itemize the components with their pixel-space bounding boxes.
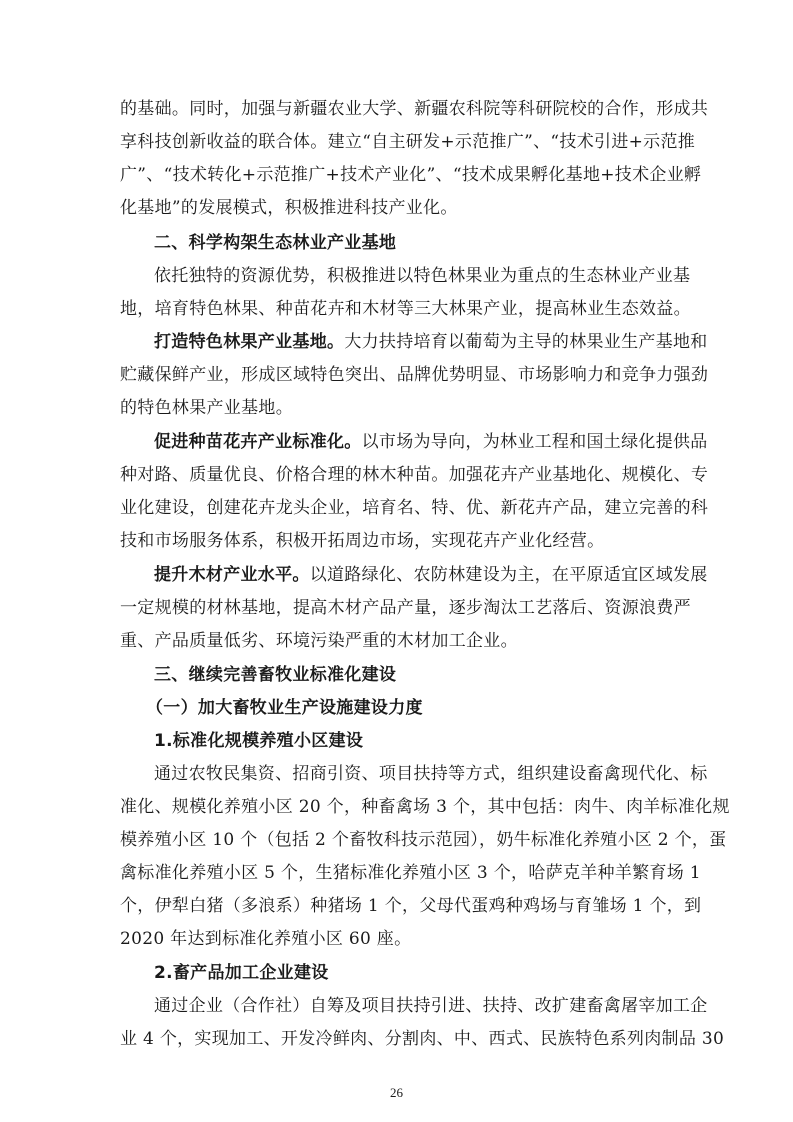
paragraph-line: 化基地”的发展模式，积极推进科技产业化。 (120, 198, 458, 218)
paragraph-line: 禽标准化养殖小区 5 个，生猪标准化养殖小区 3 个，哈萨克羊种羊繁育场 1 (120, 863, 701, 883)
subsubsection-heading: 2.畜产品加工企业建设 (154, 963, 329, 983)
section-heading: 三、继续完善畜牧业标准化建设 (154, 665, 397, 685)
paragraph-line: 模养殖小区 10 个（包括 2 个畜牧科技示范园），奶牛标准化养殖小区 2 个，蛋 (120, 830, 727, 850)
paragraph-line: 准化、规模化养殖小区 20 个，种畜禽场 3 个，其中包括：肉牛、肉羊标准化规 (120, 797, 730, 817)
paragraph-line: 通过农牧民集资、招商引资、项目扶持等方式，组织建设畜禽现代化、标 (154, 764, 708, 784)
paragraph-text: 大力扶持培育以葡萄为主导的林果业生产基地和 (344, 332, 708, 352)
paragraph-line: 的特色林果产业基地。 (120, 398, 293, 418)
subsection-heading: （一）加大畜牧业生产设施建设力度 (146, 698, 423, 718)
paragraph-lead: 打造特色林果产业基地。 (154, 332, 345, 352)
paragraph-line: 业 4 个，实现加工、开发冷鲜肉、分割肉、中、西式、民族特色系列肉制品 30 (120, 1029, 725, 1049)
paragraph-text: 以市场为导向，为林业工程和国土绿化提供品 (361, 432, 708, 452)
paragraph-line: 享科技创新收益的联合体。建立“自主研发+示范推广”、“技术引进+示范推 (120, 132, 696, 152)
paragraph-line: 技和市场服务体系，积极开拓周边市场，实现花卉产业化经营。 (120, 531, 605, 551)
paragraph-line: 贮藏保鲜产业，形成区域特色突出、品牌优势明显、市场影响力和竞争力强劲 (120, 365, 709, 385)
paragraph-lead: 促进种苗花卉产业标准化。 (154, 432, 362, 452)
section-heading: 二、科学构架生态林业产业基地 (154, 233, 397, 253)
page-number: 26 (390, 1085, 403, 1100)
paragraph-line: 依托独特的资源优势，积极推进以特色林果业为重点的生态林业产业基 (154, 266, 691, 286)
subsubsection-heading: 1.标准化规模养殖小区建设 (154, 731, 364, 751)
paragraph-line: 2020 年达到标准化养殖小区 60 座。 (120, 929, 412, 949)
paragraph-text: 以道路绿化、农防林建设为主，在平原适宜区域发展 (309, 565, 708, 585)
paragraph-line: 地，培育特色林果、种苗花卉和木材等三大林果产业，提高林业生态效益。 (120, 299, 691, 319)
paragraph-line: 的基础。同时，加强与新疆农业大学、新疆农科院等科研院校的合作，形成共 (120, 99, 709, 119)
paragraph-first-line (154, 564, 708, 586)
paragraph-line: 种对路、质量优良、价格合理的林木种苗。加强花卉产业基地化、规模化、专 (120, 465, 709, 485)
paragraph-line: 一定规模的材林基地，提高木材产品产量，逐步淘汰工艺落后、资源浪费严 (120, 598, 691, 618)
paragraph-first-line (154, 331, 708, 353)
paragraph-lead: 提升木材产业水平。 (154, 565, 310, 585)
paragraph-line: 个，伊犁白猪（多浪系）种猪场 1 个，父母代蛋鸡种鸡场与育雏场 1 个，到 (120, 896, 702, 916)
paragraph-line: 通过企业（合作社）自筹及项目扶持引进、扶持、改扩建畜禽屠宰加工企 (154, 996, 708, 1016)
paragraph-line: 广”、“技术转化+示范推广+技术产业化”、“技术成果孵化基地+技术企业孵 (120, 165, 702, 185)
paragraph-first-line (154, 431, 708, 453)
paragraph-line: 重、产品质量低劣、环境污染严重的木材加工企业。 (120, 631, 518, 651)
paragraph-line: 业化建设，创建花卉龙头企业，培育名、特、优、新花卉产品，建立完善的科 (120, 498, 709, 518)
